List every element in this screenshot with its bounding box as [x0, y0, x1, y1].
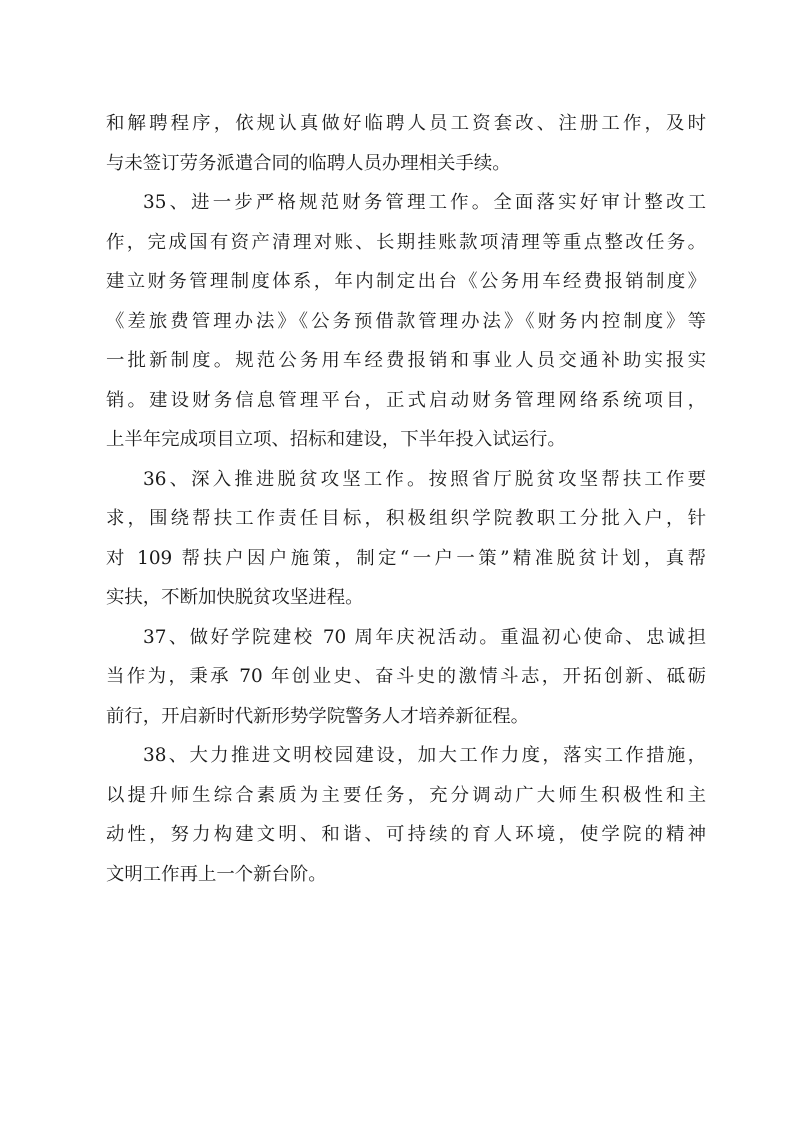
text-line: 以提升师生综合素质为主要任务，充分调动广大师生积极性和主 [106, 784, 706, 806]
text-line: 对 109 帮扶户因户施策，制定“一户一策”精准脱贫计划，真帮 [106, 547, 706, 569]
paragraph-36-heading-line: 36、深入推进脱贫攻坚工作。按照省厅脱贫攻坚帮扶工作要 [143, 468, 706, 490]
text-line: 前行，开启新时代新形势学院警务人才培养新征程。 [106, 705, 529, 727]
text-line: 当作为，秉承 70 年创业史、奋斗史的激情斗志，开拓创新、砥砺 [106, 666, 706, 687]
text-line: 求，围绕帮扶工作责任目标，积极组织学院教职工分批入户，针 [106, 508, 706, 529]
text-line: 建立财务管理制度体系，年内制定出台《公务用车经费报销制度》 [106, 271, 706, 292]
paragraph-35-heading-line: 35、进一步严格规范财务管理工作。全面落实好审计整改工 [143, 192, 706, 213]
text-line: 实扶，不断加快脱贫攻坚进程。 [106, 587, 364, 608]
text-line: 和解聘程序，依规认真做好临聘人员工资套改、注册工作，及时 [106, 113, 706, 134]
text-line: 动性，努力构建文明、和谐、可持续的育人环境，使学院的精神 [106, 824, 706, 845]
text-line: 一批新制度。规范公务用车经费报销和事业人员交通补助实报实 [106, 350, 706, 371]
paragraph-37-heading-line: 37、做好学院建校 70 周年庆祝活动。重温初心使命、忠诚担 [143, 626, 706, 648]
paragraph-38-heading-line: 38、大力推进文明校园建设，加大工作力度，落实工作措施， [143, 745, 706, 766]
text-line: 销。建设财务信息管理平台，正式启动财务管理网络系统项目， [106, 389, 706, 411]
document-body [106, 104, 706, 894]
text-line: 文明工作再上一个新台阶。 [106, 863, 327, 885]
text-line: 上半年完成项目立项、招标和建设，下半年投入试运行。 [106, 429, 566, 450]
text-line: 与未签订劳务派遣合同的临聘人员办理相关手续。 [106, 152, 511, 174]
text-line: 作，完成国有资产清理对账、长期挂账款项清理等重点整改任务。 [106, 231, 706, 253]
text-line: 《差旅费管理办法》《公务预借款管理办法》《财务内控制度》等 [106, 310, 706, 332]
